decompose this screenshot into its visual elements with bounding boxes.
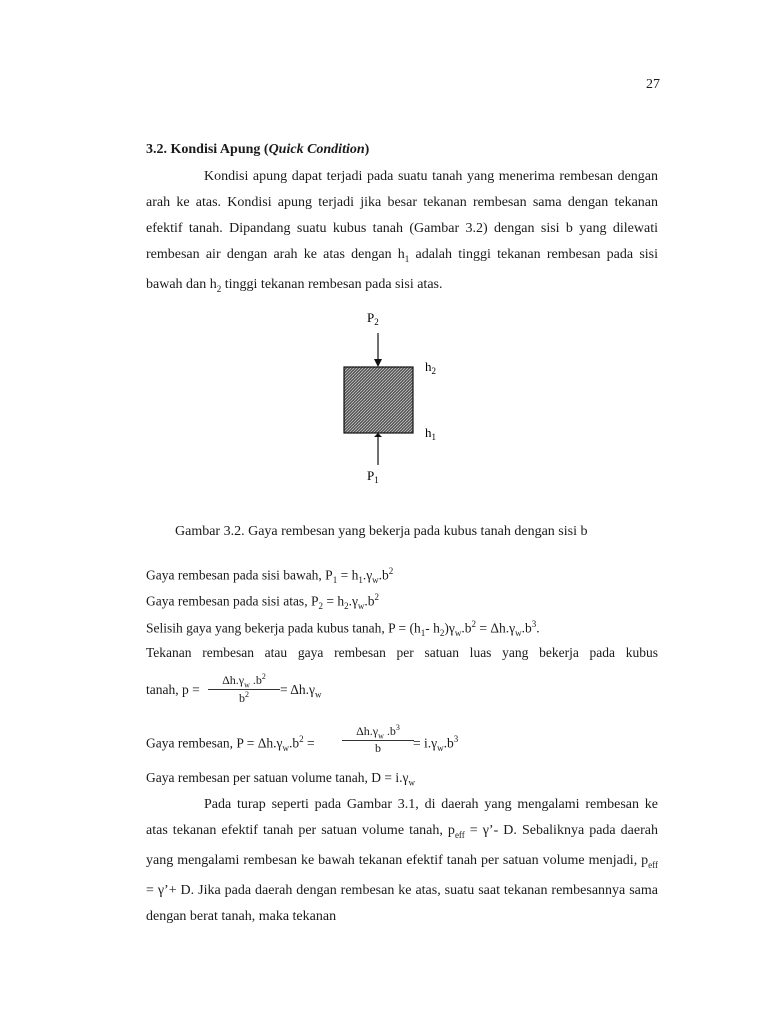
section-heading — [146, 142, 369, 158]
equation-pressure-result: = $\Delta h.\gamma_w$ — [280, 682, 322, 700]
page-number: 27 — [646, 77, 660, 92]
arrow-down-head — [374, 359, 382, 367]
paragraph-intro-b: adalah tinggi tekanan rembesan pada sisi bawah dan h — [146, 247, 658, 292]
paragraph-intro-a: Kondisi apung dapat terjadi pada suatu tanah yang menerima rembesan dengan arah ke atas. Kondisi apung terjadi jika besar tekanan rembesan sama dengan tekanan efektif tanah. Dipandang suatu kubus tanah (Gambar 3.2) dengan sisi b yang dilewati rembesan air dengan arah ke atas dengan h — [146, 169, 658, 262]
label-h1: $h_1$ — [425, 425, 436, 442]
pressure-fraction-denominator: $b^2$ — [239, 690, 249, 706]
soil-cube-diagram — [330, 305, 460, 490]
paragraph-turap-sub1: eff — [454, 829, 465, 840]
paragraph-turap-sub2: eff — [648, 859, 658, 870]
paragraph-turap-a: Pada turap seperti pada Gambar 3.1, di daerah yang mengalami rembesan ke atas tekanan efektif tanah per satuan volume tanah, p — [146, 797, 658, 838]
force-fraction — [342, 723, 414, 756]
force-fraction-denominator: b — [375, 741, 381, 756]
soil-cube-figure — [330, 305, 460, 495]
heading-prefix: 3.2. Kondisi Apung ( — [146, 142, 269, 157]
equation-p2: Gaya rembesan pada sisi atas, $P_2 = h_2.\gamma_w.b^2$ — [146, 592, 380, 612]
paragraph-turap — [146, 792, 658, 930]
equation-volume-force: Gaya rembesan per satuan volume tanah, $D = i.\gamma_w$ — [146, 770, 415, 788]
force-fraction-numerator: $\Delta h.\gamma_w$ $.b^3$ — [356, 723, 400, 741]
equation-difference: Selisih gaya yang bekerja pada kubus tanah, $P = (h_1-$ $h_2)\gamma_w.b^2 = \Delta h.\gamma_w.b^3$. — [146, 619, 540, 639]
equation-force-result: = $i.\gamma_w.b^3$ — [413, 734, 459, 754]
label-p2: $P_2$ — [367, 310, 379, 327]
paragraph-intro-sub1: 1 — [404, 253, 410, 264]
paragraph-turap-c: = γ’+ D. Jika pada daerah dengan rembesan ke atas, suatu saat tekanan rembesannya sama dengan berat tanah, maka tekanan — [146, 882, 658, 924]
label-h2: $h_2$ — [425, 359, 436, 376]
pressure-fraction-numerator: $\Delta h.\gamma_w$ $.b^2$ — [222, 672, 266, 690]
paragraph-intro — [146, 164, 658, 302]
heading-italic: Quick Condition — [268, 142, 365, 157]
paragraph-intro-c: tinggi tekanan rembesan pada sisi atas. — [221, 276, 443, 292]
equation-p1: Gaya rembesan pada sisi bawah, $P_1 = h_1.\gamma_w.b^2$ — [146, 566, 394, 586]
figure-caption: Gambar 3.2. Gaya rembesan yang bekerja pada kubus tanah dengan sisi b — [175, 524, 588, 539]
heading-suffix: ) — [364, 142, 370, 157]
paragraph-intro-sub2: 2 — [216, 283, 222, 294]
paragraph-turap-b: = γ’- D. Sebaliknya pada daerah yang mengalami rembesan ke bawah tekanan efektif tanah per satuan volume menjadi, p — [146, 823, 658, 868]
equation-force-lead: Gaya rembesan, $P = \Delta h.\gamma_w.b^2$ = — [146, 734, 315, 754]
pressure-fraction — [208, 672, 280, 706]
equation-pressure-text: Tekanan rembesan atau gaya rembesan per satuan luas yang bekerja pada kubus — [146, 645, 658, 660]
equation-pressure-lead: tanah, p = — [146, 682, 200, 697]
label-p1: $P_1$ — [367, 468, 379, 485]
soil-cube — [344, 367, 413, 433]
